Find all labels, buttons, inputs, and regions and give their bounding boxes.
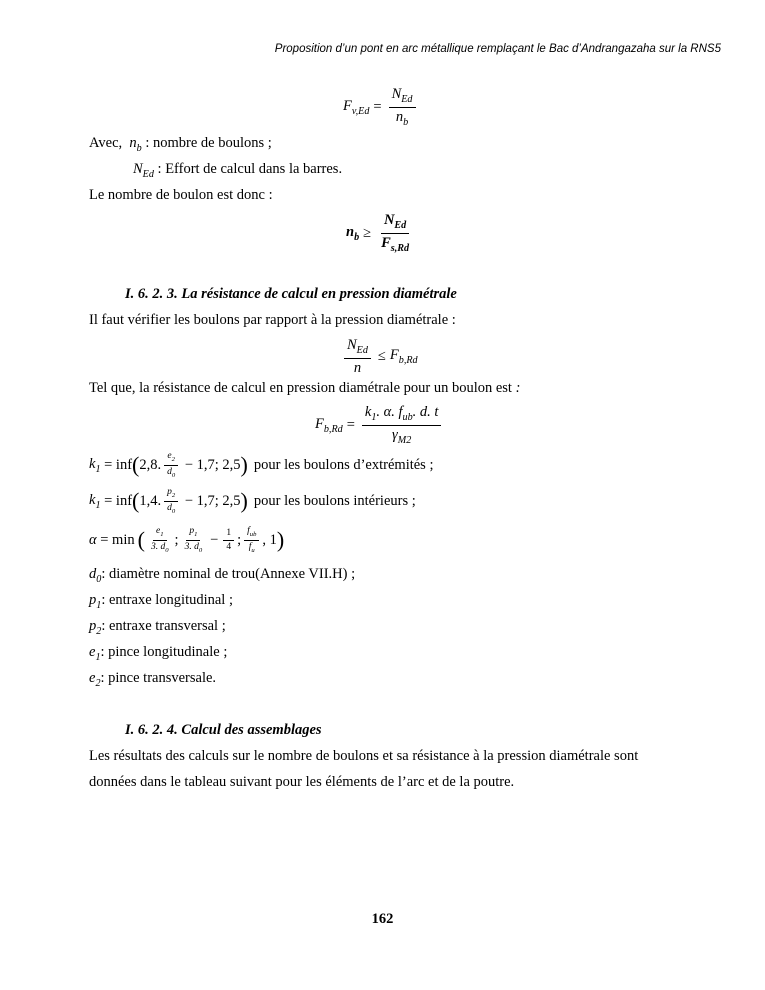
section-heading-assemblages: I. 6. 2. 4. Calcul des assemblages <box>125 722 322 738</box>
eq4-fraction: $\frac{k_1. \alpha. f_{ub}. d. t}{\gamma_{M2}}$ <box>362 404 442 446</box>
e1-over-3d0: $\frac{e_1}{3. d_0}$ <box>150 526 169 554</box>
section-heading-pression: I. 6. 2. 3. La résistance de calcul en pression diamétrale <box>125 286 457 302</box>
def-p2: $p_2$: entraxe transversal ; <box>89 618 226 637</box>
nombre-intro: Le nombre de boulon est donc : <box>89 187 273 203</box>
def-d0: $d_0$: diamètre nominal de trou(Annexe VII.H) ; <box>89 566 356 585</box>
eq3-rhs: $F_{b,Rd}$ <box>389 347 418 367</box>
open-paren: ( <box>132 488 140 514</box>
avec-nb-line: Avec, $n_b$ : nombre de boulons ; <box>89 135 272 154</box>
eq3-fraction: $\frac{N_{Ed}}{n}$ <box>344 337 371 376</box>
eq4-operator: = <box>346 416 355 433</box>
def-p1: $p_1$: entraxe longitudinal ; <box>89 592 233 611</box>
equation-nb <box>346 212 415 254</box>
ned-symbol: $N_{Ed}$ <box>133 161 154 180</box>
running-header: Proposition d’un pont en arc métallique remplaçant le Bac d’Andrangazaha sur la RNS5 <box>274 43 721 55</box>
k1-extremites-line: $k_1$ = inf ( 2,8. $\frac{e_2}{d_0}$ − 1,7; 2,5 ) pour les boulons d’extrémités ; <box>89 451 434 479</box>
alpha-line: α = min ( $\frac{e_1}{3. d_0}$ ; $\frac{p_1}{3. d_0}$ − $\frac{1}{4}$ ; $\frac{f_{ub}}{f_u}$ , 1 ) <box>89 526 285 554</box>
verify-text: Il faut vérifier les boulons par rapport à la pression diamétrale : <box>89 312 456 328</box>
fub-over-fu: $\frac{f_{ub}}{f_u}$ <box>244 526 259 554</box>
eq2-operator: ≥ <box>363 224 372 241</box>
nb-symbol: $n_b$ <box>129 135 142 154</box>
results-paragraph-line1: Les résultats des calculs sur le nombre de boulons et sa résistance à la pression diamétrale sont <box>89 748 639 764</box>
close-paren: ) <box>240 488 248 514</box>
eq3-operator: ≤ <box>377 348 386 365</box>
def-e2: $e_2$: pince transversale. <box>89 670 217 689</box>
page-number: 162 <box>371 911 394 927</box>
eq1-lhs: $F_{v,Ed}$ <box>343 97 370 117</box>
results-paragraph-line2: données dans le tableau suivant pour les éléments de l’arc et de la poutre. <box>89 774 515 790</box>
p1-over-3d0: $\frac{p_1}{3. d_0}$ <box>184 526 203 554</box>
equation-fb-rd <box>315 404 444 446</box>
eq1-operator: = <box>373 98 382 115</box>
one-quarter: $\frac{1}{4}$ <box>223 528 234 553</box>
eq4-lhs: $F_{b,Rd}$ <box>315 415 343 435</box>
open-paren: ( <box>137 527 145 553</box>
close-paren: ) <box>276 527 285 553</box>
e2-over-d0: $\frac{e_2}{d_0}$ <box>164 451 178 479</box>
open-paren: ( <box>132 452 140 478</box>
def-e1: $e_1$: pince longitudinale ; <box>89 644 228 663</box>
k1-interieurs-line: $k_1$ = inf ( 1,4. $\frac{p_2}{d_0}$ − 1,7; 2,5 ) pour les boulons intérieurs ; <box>89 487 416 515</box>
telque-text: Tel que, la résistance de calcul en pression diamétrale pour un boulon est : <box>89 380 521 396</box>
eq2-lhs: $n_b$ <box>346 223 360 243</box>
equation-verif <box>341 337 418 376</box>
p2-over-d0: $\frac{p_2}{d_0}$ <box>164 487 178 515</box>
avec-ned-line: $N_{Ed}$ : Effort de calcul dans la barres. <box>133 161 343 180</box>
eq2-fraction: $\frac{N_{Ed}}{F_{s,Rd}}$ <box>381 212 410 254</box>
equation-fv-ed <box>343 86 419 128</box>
close-paren: ) <box>240 452 248 478</box>
eq1-fraction: $\frac{N_{Ed}}{n_b}$ <box>389 86 416 128</box>
